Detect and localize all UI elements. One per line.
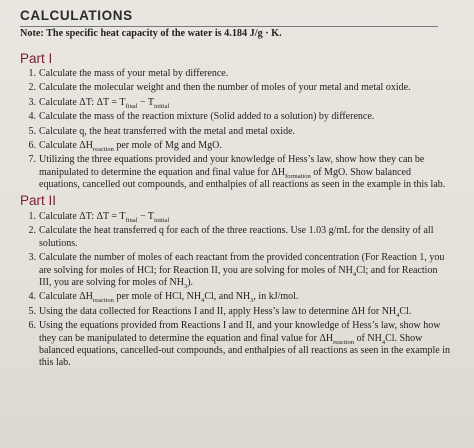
item-text: Calculate the number of moles of each reactant from the provided concentration (For Reaction 1, you are solving for moles of HCl; for Reaction II, you are solving for moles of $NH_4Cl$; and for Reaction III, you are solving for moles of $NH_3$).: [39, 252, 445, 291]
part-1-list: [20, 68, 450, 194]
list-item: [20, 320, 450, 370]
item-number: 1.: [28, 211, 36, 222]
item-text: Calculate the molecular weight and then the number of moles of your metal and metal oxide.: [39, 82, 411, 94]
item-text: Calculate ΔT: $\Delta T = T_{final} - T_{initial}$: [39, 211, 170, 224]
list-item: [20, 306, 450, 318]
list-item: [20, 154, 450, 191]
item-text: Calculate $\Delta H_{reaction}$ per mole of HCl, $NH_4Cl$, and $NH_3$, in kJ/mol.: [39, 291, 299, 305]
item-text: Calculate ΔT: $\Delta T = T_{final} - T_{initial}$: [39, 96, 170, 110]
item-text: Calculate the heat transferred q for each of the three reactions. Use 1.03 g/mL for the density of all solutions.: [39, 225, 434, 249]
list-item: [20, 68, 450, 80]
item-number: 5.: [28, 305, 36, 317]
part-2-list: [20, 211, 450, 372]
list-item: [20, 97, 450, 109]
item-number: 1.: [28, 68, 36, 79]
item-text: Calculate the mass of your metal by difference.: [39, 68, 229, 79]
specific-heat-note: Note: The specific heat capacity of the water is 4.184 J/g · K.: [20, 28, 282, 39]
list-item: [20, 211, 450, 223]
item-number: 5.: [28, 125, 36, 137]
part-2-heading: Part II: [20, 193, 57, 208]
item-number: 2.: [28, 225, 36, 237]
list-item: [20, 126, 450, 138]
item-text: Utilizing the three equations provided and your knowledge of Hess’s law, show how they can be manipulated to determine the equation and final value for $\Delta H_{formation}$ of MgO. Show balanced equations, cancelled out compounds, and enthalpies of all reactions as seen in the example in this lab.: [39, 154, 446, 191]
item-number: 4.: [28, 291, 36, 303]
list-item: [20, 111, 450, 123]
title-rule: [20, 26, 438, 27]
item-text: Calculate $\Delta H_{reaction}$ per mole of Mg and MgO.: [39, 140, 222, 154]
list-item: [20, 140, 450, 152]
item-text: Using the equations provided from Reactions I and II, and your knowledge of Hess’s law, show how they can be manipulated to determine the equation and final value for $\Delta H_{reaction}$ of $NH_4Cl$. Show balanced equations, cancelled-out compounds, and enthalpies of all reactions as seen in the example in this lab.: [39, 320, 450, 369]
item-number: 4.: [28, 111, 36, 123]
list-item: [20, 291, 450, 303]
item-text: Calculate q, the heat transferred with the metal and metal oxide.: [39, 125, 296, 137]
part-1-heading: Part I: [20, 51, 53, 66]
item-number: 6.: [28, 320, 36, 332]
item-number: 3.: [28, 96, 36, 108]
item-text: Using the data collected for Reactions I and II, apply Hess’s law to determine ΔH for $NH_4Cl$.: [39, 305, 412, 319]
item-number: 2.: [28, 82, 36, 94]
item-number: 6.: [28, 140, 36, 152]
item-text: Calculate the mass of the reaction mixture (Solid added to a solution) by difference.: [39, 111, 375, 123]
list-item: [20, 252, 450, 289]
list-item: [20, 225, 450, 250]
item-number: 7.: [28, 154, 36, 166]
section-title: CALCULATIONS: [20, 8, 133, 23]
list-item: [20, 82, 450, 94]
item-number: 3.: [28, 252, 36, 264]
